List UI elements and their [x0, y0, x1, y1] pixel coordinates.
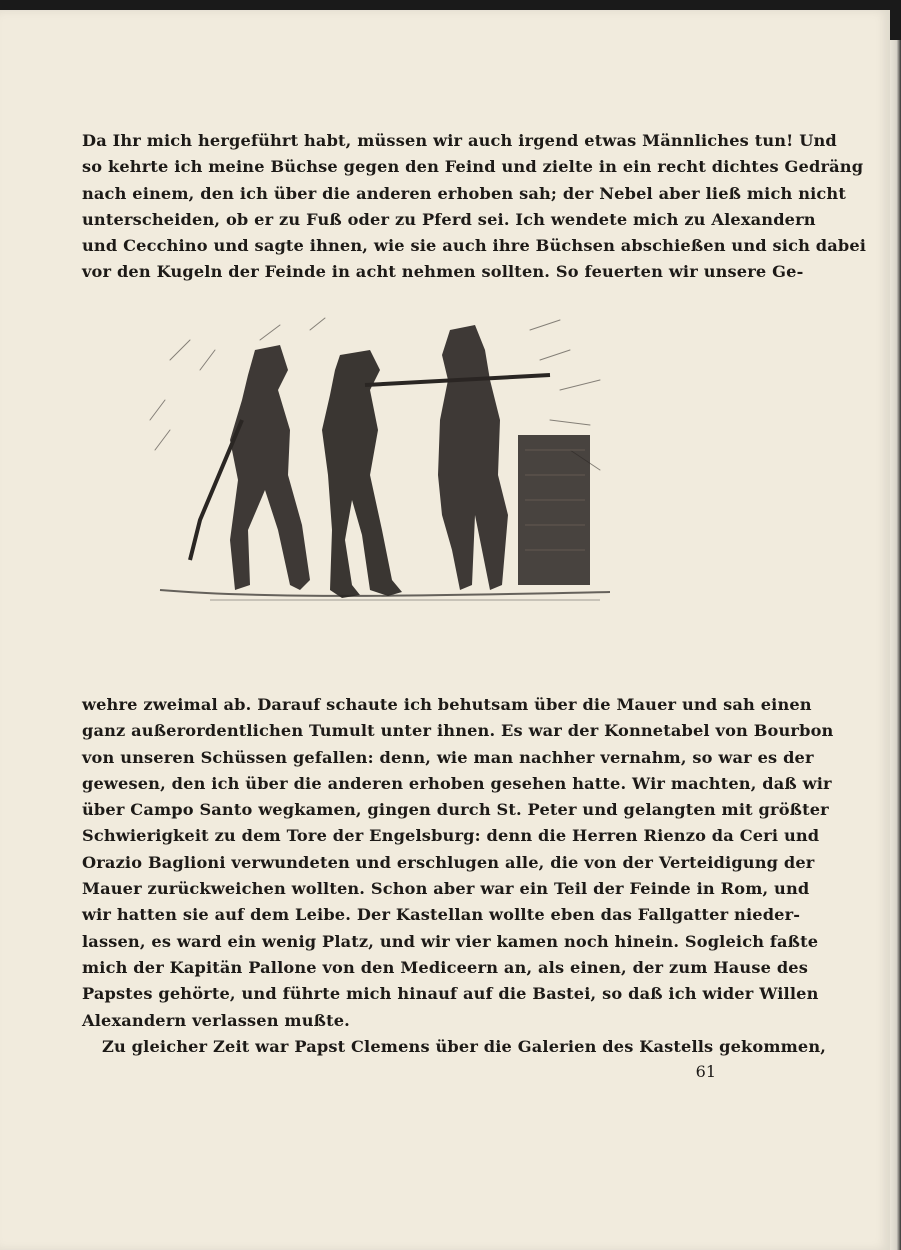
text-line: so kehrte ich meine Büchse gegen den Feind und zielte in ein recht dichtes Gedräng: [82, 157, 864, 177]
text-line: wir hatten sie auf dem Leibe. Der Kastellan wollte eben das Fallgatter nieder-: [82, 905, 801, 925]
text-line: vor den Kugeln der Feinde in acht nehmen sollten. So feuerten wir unsere Ge-: [82, 262, 804, 282]
illustration-soldiers-at-wall: [130, 300, 630, 660]
text-line: wehre zweimal ab. Darauf schaute ich behutsam über die Mauer und sah einen: [82, 695, 812, 714]
text-line: nach einem, den ich über die anderen erhoben sah; der Nebel aber ließ mich nicht: [82, 183, 846, 203]
right-soldier-figure: [438, 325, 508, 590]
page-edge: [890, 40, 901, 1250]
left-soldier-figure: [190, 345, 310, 590]
text-line: gewesen, den ich über die anderen erhoben gesehen hatte. Wir machten, daß wir: [82, 773, 832, 793]
text-line: ganz außerordentlichen Tumult unter ihnen. Es war der Konnetabel von Bourbon: [82, 721, 834, 741]
text-line: und Cecchino und sagte ihnen, wie sie auch ihre Büchsen abschießen und sich dabei: [82, 236, 867, 256]
text-line: Mauer zurückweichen wollten. Schon aber war ein Teil der Feinde in Rom, und: [82, 879, 810, 899]
text-block-top: [82, 128, 867, 286]
text-line: lassen, es ward ein wenig Platz, und wir vier kamen noch hinein. Sogleich faßte: [82, 931, 819, 951]
text-line: Da Ihr mich hergeführt habt, müssen wir auch irgend etwas Männliches tun! Und: [82, 131, 837, 150]
text-line: Papstes gehörte, und führte mich hinauf auf die Bastei, so daß ich wider Willen: [82, 984, 819, 1004]
text-line: von unseren Schüssen gefallen: denn, wie man nachher vernahm, so war es der: [82, 747, 814, 767]
text-line: Schwierigkeit zu dem Tore der Engelsburg: denn die Herren Rienzo da Ceri und: [82, 826, 820, 846]
text-line: über Campo Santo wegkamen, gingen durch St. Peter und gelangten mit größter: [82, 800, 829, 820]
text-line: Orazio Baglioni verwundeten und erschlugen alle, die von der Verteidigung der: [82, 852, 815, 872]
text-line: mich der Kapitän Pallone von den Mediceern an, als einen, der zum Hause des: [82, 957, 809, 977]
text-block-bottom: [82, 692, 834, 1060]
text-line: unterscheiden, ob er zu Fuß oder zu Pferd sei. Ich wendete mich zu Alexandern: [82, 209, 816, 229]
text-line: Zu gleicher Zeit war Papst Clemens über die Galerien des Kastells gekommen,: [102, 1036, 827, 1056]
center-soldier-figure: [322, 350, 550, 598]
page-number: 61: [695, 1062, 716, 1081]
stone-pillar: [518, 435, 590, 585]
text-line: Alexandern verlassen mußte.: [82, 1010, 350, 1030]
book-page: [0, 10, 890, 1250]
